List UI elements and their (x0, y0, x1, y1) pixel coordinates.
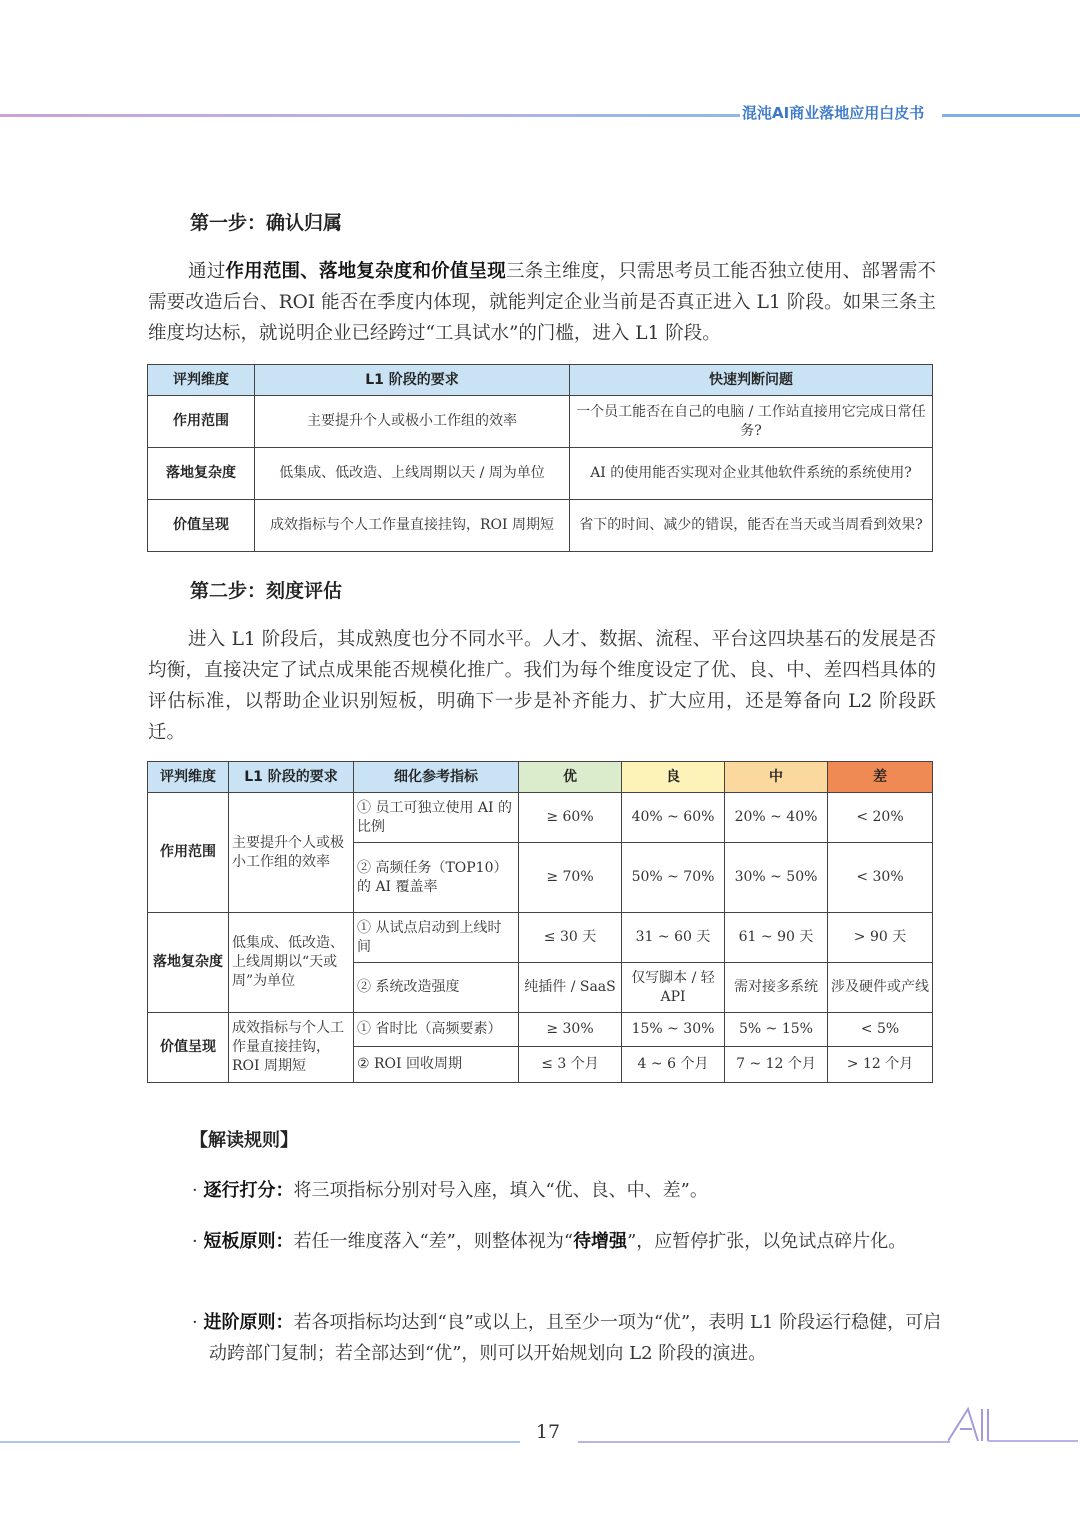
table-cell: 需对接多系统 (725, 963, 828, 1013)
table-cell: ≥ 70% (519, 843, 622, 913)
table-cell: ① 省时比（高频要素） (354, 1013, 519, 1047)
table-row (148, 913, 933, 963)
table-cell: ② ROI 回收周期 (354, 1047, 519, 1083)
table-cell: 成效指标与个人工作量直接挂钩，ROI 周期短 (229, 1013, 354, 1083)
ai-logo-icon (948, 1405, 1078, 1445)
table-cell: 61 ~ 90 天 (725, 913, 828, 963)
table-cell: < 5% (828, 1013, 933, 1047)
table-cell: > 12 个月 (828, 1047, 933, 1083)
table-cell: ≤ 30 天 (519, 913, 622, 963)
table-cell: 主要提升个人或极小工作组的效率 (229, 793, 354, 913)
table-cell: 涉及硬件或产线 (828, 963, 933, 1013)
rule-item: · 进阶原则：若各项指标均达到“良”或以上，且至少一项为“优”，表明 L1 阶段运行稳健，可启动跨部门复制；若全部达到“优”，则可以开始规划向 L2 阶段的演进。 (192, 1312, 942, 1364)
table-cell: 20% ~ 40% (725, 793, 828, 843)
step1-title: 第一步：确认归属 (190, 212, 343, 234)
table-row (148, 793, 933, 843)
table-header-medium: 中 (725, 762, 828, 793)
table-header: 评判维度 (148, 365, 255, 396)
table-cell: 价值呈现 (148, 500, 255, 552)
table-cell: ≥ 60% (519, 793, 622, 843)
table-cell: 作用范围 (148, 793, 229, 913)
l1-requirement-table (147, 364, 933, 552)
table-cell: 成效指标与个人工作量直接挂钩，ROI 周期短 (255, 500, 570, 552)
table-row (148, 448, 933, 500)
table-cell: 40% ~ 60% (622, 793, 725, 843)
header-line (0, 114, 740, 117)
table-cell: > 90 天 (828, 913, 933, 963)
table-cell: ① 员工可独立使用 AI 的比例 (354, 793, 519, 843)
table-cell: 价值呈现 (148, 1013, 229, 1083)
step1-paragraph: 通过作用范围、落地复杂度和价值呈现三条主维度，只需思考员工能否独立使用、部署需不需要改造后台、ROI 能否在季度内体现，就能判定企业当前是否真正进入 L1 阶段。如果三条主维度均达标，就说明企业已经跨过“工具试水”的门槛，进入 L1 阶段。 (148, 261, 936, 344)
table-row (148, 1013, 933, 1047)
table-cell: 50% ~ 70% (622, 843, 725, 913)
table-header: L1 阶段的要求 (229, 762, 354, 793)
table-cell: 仅写脚本 / 轻 API (622, 963, 725, 1013)
table-header-excellent: 优 (519, 762, 622, 793)
table-header-poor: 差 (828, 762, 933, 793)
table-cell: 一个员工能否在自己的电脑 / 工作站直接用它完成日常任务? (570, 396, 933, 448)
step2-title: 第二步：刻度评估 (190, 580, 343, 602)
step2-paragraph: 进入 L1 阶段后，其成熟度也分不同水平。人才、数据、流程、平台这四块基石的发展是否均衡，直接决定了试点成果能否规模化推广。我们为每个维度设定了优、良、中、差四档具体的评估标准，以帮助企业识别短板，明确下一步是补齐能力、扩大应用，还是筹备向 L2 阶段跃迁。 (148, 629, 936, 743)
table-cell: 4 ~ 6 个月 (622, 1047, 725, 1083)
table-cell: ① 从试点启动到上线时间 (354, 913, 519, 963)
table-cell: 低集成、低改造、上线周期以天 / 周为单位 (255, 448, 570, 500)
table-cell: 5% ~ 15% (725, 1013, 828, 1047)
rule-item: · 逐行打分：将三项指标分别对号入座，填入“优、良、中、差”。 (192, 1180, 708, 1201)
table-cell: 纯插件 / SaaS (519, 963, 622, 1013)
table-cell: 省下的时间、减少的错误，能否在当天或当周看到效果? (570, 500, 933, 552)
table-header: 快速判断问题 (570, 365, 933, 396)
table-cell: 主要提升个人或极小工作组的效率 (255, 396, 570, 448)
table-cell: ② 高频任务（TOP10）的 AI 覆盖率 (354, 843, 519, 913)
page-number: 17 (535, 1421, 561, 1443)
table-cell: 落地复杂度 (148, 913, 229, 1013)
table-header: 评判维度 (148, 762, 229, 793)
header-line-right (942, 114, 1080, 117)
footer-line-right (578, 1441, 950, 1443)
table-header-good: 良 (622, 762, 725, 793)
table-header: 细化参考指标 (354, 762, 519, 793)
rules-title: 【解读规则】 (190, 1130, 298, 1151)
footer-line-left (0, 1441, 520, 1443)
rule-item: · 短板原则：若任一维度落入“差”，则整体视为“待增强”，应暂停扩张，以免试点碎片化。 (192, 1231, 907, 1252)
header-title: 混沌AI商业落地应用白皮书 (742, 104, 925, 122)
table-cell: 作用范围 (148, 396, 255, 448)
table-row (148, 396, 933, 448)
table-cell: < 20% (828, 793, 933, 843)
table-cell: 30% ~ 50% (725, 843, 828, 913)
table-cell: 31 ~ 60 天 (622, 913, 725, 963)
maturity-assessment-table (147, 761, 933, 1083)
table-cell: 低集成、低改造、上线周期以“天或周”为单位 (229, 913, 354, 1013)
table-cell: 15% ~ 30% (622, 1013, 725, 1047)
table-cell: ≥ 30% (519, 1013, 622, 1047)
table-cell: 落地复杂度 (148, 448, 255, 500)
table-header: L1 阶段的要求 (255, 365, 570, 396)
table-cell: ② 系统改造强度 (354, 963, 519, 1013)
table-row (148, 500, 933, 552)
table-cell: ≤ 3 个月 (519, 1047, 622, 1083)
table-cell: AI 的使用能否实现对企业其他软件系统的系统使用? (570, 448, 933, 500)
table-cell: 7 ~ 12 个月 (725, 1047, 828, 1083)
table-cell: < 30% (828, 843, 933, 913)
